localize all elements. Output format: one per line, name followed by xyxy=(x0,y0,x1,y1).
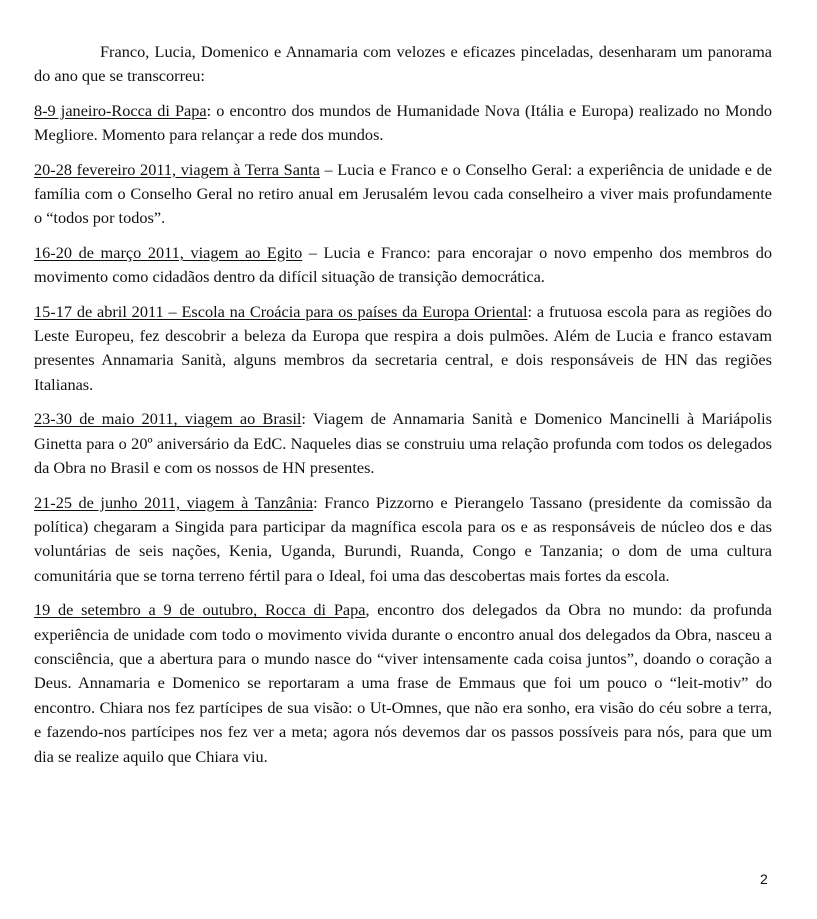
entry-text: : o encontro dos mundos de Humanidade Nova (Itália e Europa) realizado no Mondo Megliore. Momento para relançar a rede dos mundos. xyxy=(34,100,772,145)
entry-heading: 20-28 fevereiro 2011, viagem à Terra Santa xyxy=(34,159,320,179)
entry-april xyxy=(34,300,772,398)
entry-text: : Franco Pizzorno e Pierangelo Tassano (presidente da comissão da política) chegaram a Singida para participar da magnífica escola para os e as responsáveis de núcleo dos e das voluntárias de seis nações, Kenia, Uganda, Burundi, Ruanda, Congo e Tanzania; o dom de uma cultura comunitária que se torna terreno fértil para o Ideal, foi uma das descobertas mais fortes da escola. xyxy=(34,492,772,585)
document-page xyxy=(34,40,772,779)
entry-text: : a frutuosa escola para as regiões do Leste Europeu, fez descobrir a beleza da Europa que respira a dois pulmões. Além de Lucia e franco estavam presentes Annamaria Sanità, alguns membros da secretaria central, e dois responsáveis de HN das regiões Italianas. xyxy=(34,301,772,394)
entry-heading: 8-9 janeiro-Rocca di Papa xyxy=(34,100,207,120)
entry-heading: 16-20 de março 2011, viagem ao Egito xyxy=(34,242,303,262)
entry-february xyxy=(34,158,772,231)
entry-september xyxy=(34,598,772,769)
entry-may xyxy=(34,407,772,480)
intro-paragraph: Franco, Lucia, Domenico e Annamaria com velozes e eficazes pinceladas, desenharam um panorama do ano que se transcorreu: xyxy=(34,42,772,86)
entry-heading: 23-30 de maio 2011, viagem ao Brasil xyxy=(34,409,302,429)
entry-text: : Viagem de Annamaria Sanità e Domenico Mancinelli à Mariápolis Ginetta para o 20º aniversário da EdC. Naqueles dias se construiu uma relação profunda com todos os delegados da Obra no Brasil e com os nossos de HN presentes. xyxy=(34,409,772,478)
entry-heading: 15-17 de abril 2011 – Escola na Croácia para os países da Europa Oriental xyxy=(34,301,528,321)
page-number: 2 xyxy=(760,871,768,887)
entry-text: , encontro dos delegados da Obra no mundo: da profunda experiência de unidade com todo o movimento vivida durante o encontro anual dos delegados da Obra, nasceu a consciência, que a abertura para o mundo nasce do “viver intensamente cada coisa juntos”, doando o coração a Deus. Annamaria e Domenico se reportaram a uma frase de Emmaus que foi um pouco o “leit-motiv” do encontro. Chiara nos fez partícipes de sua visão: o Ut-Omnes, que não era sonho, era visão do céu sobre a terra, e fazendo-nos partícipes nos fez ver a meta; agora nós devemos dar os passos possíveis para nós, para que um dia se realize aquilo que Chiara viu. xyxy=(34,600,772,766)
entry-january xyxy=(34,99,772,148)
entry-text: – Lucia e Franco: para encorajar o novo empenho dos membros do movimento como cidadãos dentro da difícil situação de transição democrática. xyxy=(34,242,773,287)
entry-march xyxy=(34,241,772,290)
entry-text: – Lucia e Franco e o Conselho Geral: a experiência de unidade e de família com o Conselho Geral no retiro anual em Jerusalém levou cada conselheiro a viver mais profundamente o “todos por todos”. xyxy=(34,159,772,228)
entry-june xyxy=(34,491,772,589)
entry-heading: 21-25 de junho 2011, viagem à Tanzânia xyxy=(34,492,314,512)
entry-heading: 19 de setembro a 9 de outubro, Rocca di Papa xyxy=(34,600,366,620)
